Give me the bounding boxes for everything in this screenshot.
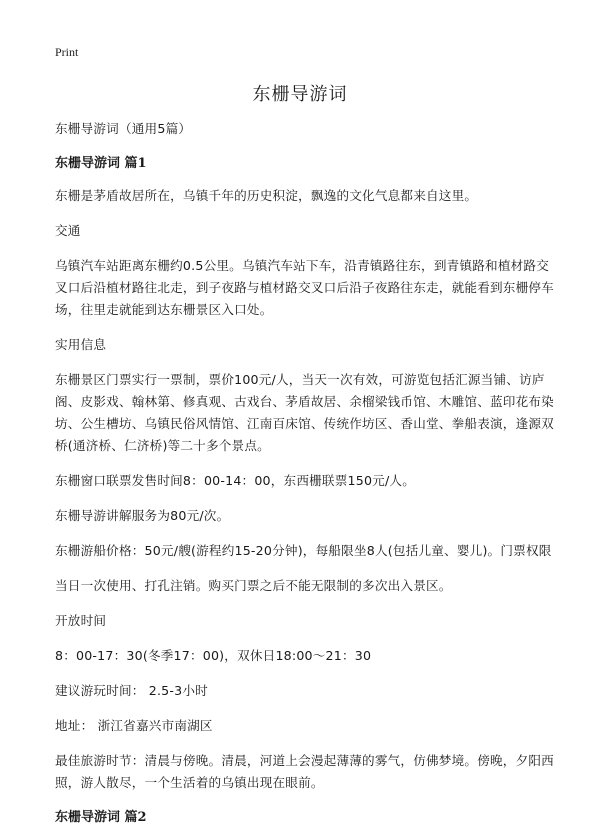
intro-paragraph: 东栅是茅盾故居所在，乌镇千年的历史积淀，飘逸的文化气息都来自这里。 xyxy=(55,188,478,203)
opening-hours-heading: 开放时间 xyxy=(55,613,107,628)
document-title: 东栅导游词 xyxy=(252,84,348,105)
practical-info-heading: 实用信息 xyxy=(55,337,107,352)
boat-price-paragraph: 东栅游船价格：50元/艘(游程约15-20分钟)，每船限坐8人(包括儿童、婴儿)。门票权限 xyxy=(55,543,552,558)
address-paragraph: 地址： 浙江省嘉兴市南湖区 xyxy=(55,718,213,733)
ticket-rules-paragraph: 当日一次使用、打孔注销。购买门票之后不能无限制的多次出入景区。 xyxy=(55,578,452,593)
ticket-paragraph: 东栅景区门票实行一票制，票价100元/人，当天一次有效，可游览包括汇源当铺、访庐阁、皮影戏、翰林第、修真观、古戏台、茅盾故居、余榴梁钱币馆、木雕馆、蓝印花布染坊、公生槽坊、乌镇民俗风情馆、江南百床馆、传统作坊区、香山堂、拳船表演，逢源双桥(通济桥、仁济桥)等二十多个景点。 xyxy=(55,372,554,453)
joint-ticket-paragraph: 东栅窗口联票发售时间8：00-14：00，东西栅联票150元/人。 xyxy=(55,473,415,488)
print-link[interactable]: Print xyxy=(55,45,79,59)
section-heading-2: 东栅导游词 篇2 xyxy=(55,810,147,825)
document-body xyxy=(55,118,555,839)
transport-heading: 交通 xyxy=(55,223,81,238)
section-heading-1: 东栅导游词 篇1 xyxy=(55,156,147,171)
guide-service-paragraph: 东栅导游讲解服务为80元/次。 xyxy=(55,508,230,523)
best-season-paragraph: 最佳旅游时节：清晨与傍晚。清晨，河道上会漫起薄薄的雾气，仿佛梦境。傍晚，夕阳西照，游人散尽，一个生活着的乌镇出现在眼前。 xyxy=(55,753,554,790)
opening-hours-paragraph: 8：00-17：30(冬季17：00)，双休日18:00～21：30 xyxy=(55,648,372,663)
transport-paragraph: 乌镇汽车站距离东栅约0.5公里。乌镇汽车站下车，沿青镇路往东，到青镇路和植材路交叉口后沿植材路往北走，到子夜路与植材路交叉口后沿子夜路往东走，就能看到东栅停车场，往里走就能到达东栅景区入口处。 xyxy=(55,258,554,317)
suggested-duration-paragraph: 建议游玩时间： 2.5-3小时 xyxy=(55,683,208,698)
document-subtitle: 东栅导游词（通用5篇） xyxy=(55,121,192,136)
